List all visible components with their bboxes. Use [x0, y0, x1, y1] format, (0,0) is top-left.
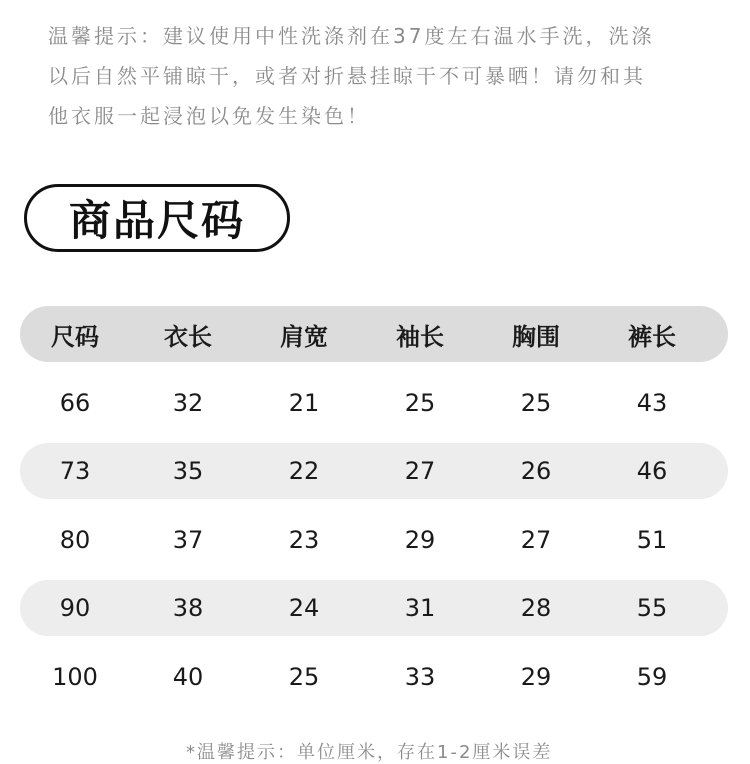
table-row — [20, 375, 728, 431]
table-cell: 25 — [404, 388, 436, 417]
table-cell: 31 — [404, 594, 436, 622]
care-notice-line-3: 他衣服一起浸泡以免发生染色！ — [48, 104, 370, 128]
measurement-footnote: *温馨提示：单位厘米，存在1-2厘米误差 — [186, 742, 553, 763]
table-cell: 32 — [172, 388, 204, 417]
table-cell: 46 — [636, 457, 668, 485]
table-cell: 66 — [59, 388, 91, 417]
table-cell: 28 — [520, 594, 552, 622]
table-cell: 29 — [520, 662, 552, 691]
table-cell: 21 — [288, 388, 320, 417]
table-row — [20, 580, 728, 636]
table-cell: 23 — [288, 525, 320, 554]
table-cell: 43 — [636, 388, 668, 417]
table-cell: 40 — [172, 662, 204, 691]
table-cell: 25 — [520, 388, 552, 417]
table-cell: 37 — [172, 525, 204, 554]
header-pants-length: 裤长 — [628, 322, 676, 351]
table-cell: 33 — [404, 662, 436, 691]
table-cell: 51 — [636, 525, 668, 554]
table-cell: 25 — [288, 662, 320, 691]
header-chest: 胸围 — [512, 322, 560, 351]
header-sleeve: 袖长 — [396, 322, 444, 351]
table-cell: 38 — [172, 594, 204, 622]
table-cell: 100 — [52, 662, 98, 691]
table-cell: 80 — [59, 525, 91, 554]
table-row — [20, 443, 728, 499]
care-notice-line-2: 以后自然平铺晾干，或者对折悬挂晾干不可暴晒！请勿和其 — [48, 64, 646, 88]
table-cell: 90 — [59, 594, 91, 622]
size-chart-table — [20, 306, 728, 717]
table-cell: 26 — [520, 457, 552, 485]
table-cell: 55 — [636, 594, 668, 622]
table-cell: 27 — [404, 457, 436, 485]
table-header-row — [20, 306, 728, 362]
table-cell: 59 — [636, 662, 668, 691]
care-notice — [48, 16, 728, 136]
care-notice-line-1: 温馨提示：建议使用中性洗涤剂在37度左右温水手洗，洗涤 — [48, 24, 655, 48]
table-cell: 27 — [520, 525, 552, 554]
table-row — [20, 512, 728, 568]
header-shoulder: 肩宽 — [280, 322, 328, 351]
table-cell: 29 — [404, 525, 436, 554]
header-length: 衣长 — [164, 322, 212, 351]
section-title: 商品尺码 — [24, 184, 290, 252]
header-size: 尺码 — [51, 322, 99, 351]
table-cell: 35 — [172, 457, 204, 485]
table-row — [20, 649, 728, 705]
table-cell: 22 — [288, 457, 320, 485]
table-cell: 73 — [59, 457, 91, 485]
table-cell: 24 — [288, 594, 320, 622]
